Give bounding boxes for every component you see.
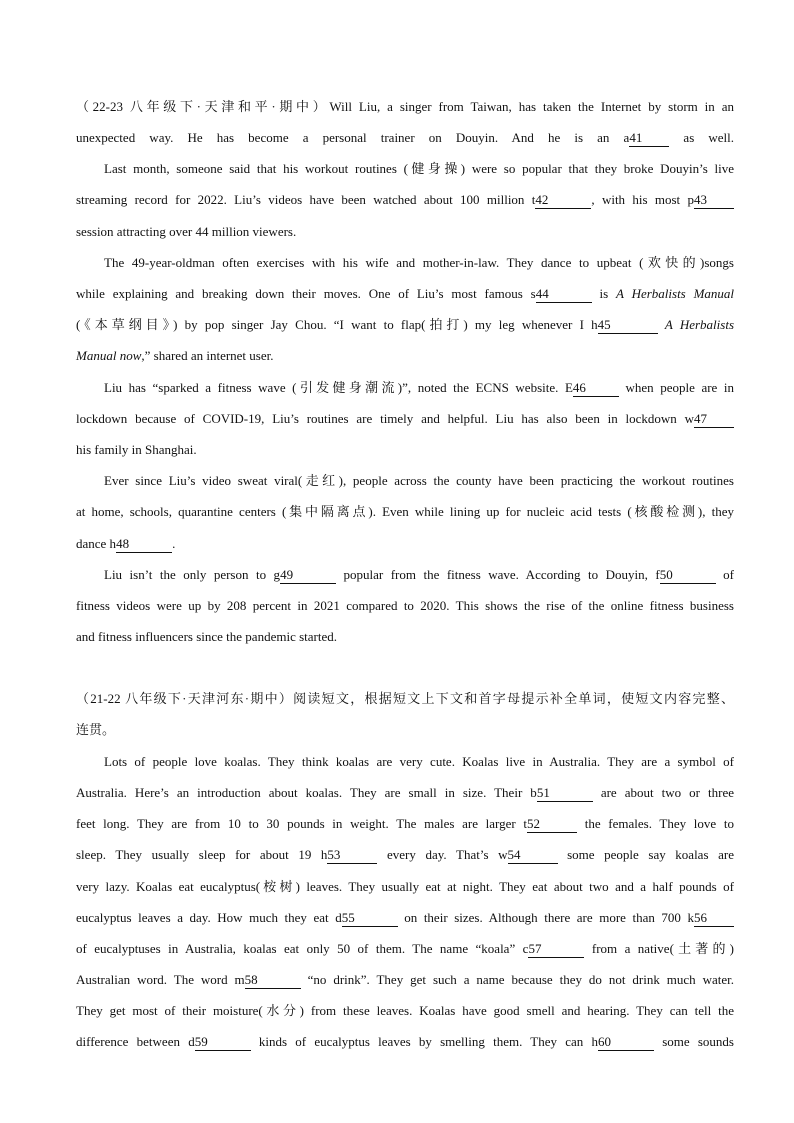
text-span: Ever since Liu’s video sweat viral(走红), people across the county have been practicing the workout routines — [104, 473, 734, 488]
text-line — [76, 969, 734, 991]
text-line — [76, 408, 734, 430]
answer-blank-56[interactable]: 56 — [694, 910, 734, 927]
text-line — [76, 127, 734, 149]
answer-blank-53[interactable]: 53 — [327, 847, 377, 864]
text-span: of eucalyptuses in Australia, koalas eat only 50 of them. The name “koala” c — [76, 941, 529, 956]
text-line — [76, 626, 734, 648]
answer-blank-44[interactable]: 44 — [536, 286, 592, 303]
text-span: . — [172, 536, 176, 551]
text-line — [76, 907, 734, 929]
text-span: streaming record for 2022. Liu’s videos have been watched about 100 million t — [76, 192, 536, 207]
text-span: Last month, someone said that his workout routines (健身操) were so popular that they broke Douyin’s live — [104, 161, 734, 176]
text-span: the females. They love to — [577, 816, 734, 831]
answer-blank-47[interactable]: 47 — [694, 411, 734, 428]
text-line — [76, 938, 734, 960]
italic-title: Manual now — [76, 348, 142, 363]
text-span: （22-23 八年级下·天津和平·期中）Will Liu, a singer from Taiwan, has taken the Internet by storm in an — [76, 99, 734, 114]
text-span: eucalyptus leaves a day. How much they eat d — [76, 910, 342, 925]
text-line — [104, 470, 734, 492]
text-line — [76, 876, 734, 898]
text-span: every day. That’s w — [377, 847, 508, 862]
text-span: “no drink”. They get such a name because they do not drink much water. — [300, 972, 734, 987]
text-span: The 49-year-oldman often exercises with his wife and mother-in-law. They dance to upbeat (欢快的)songs — [104, 255, 734, 270]
text-line — [76, 533, 734, 555]
text-line — [76, 719, 734, 741]
text-span: ,” shared an internet user. — [141, 348, 274, 363]
answer-blank-52[interactable]: 52 — [527, 816, 577, 833]
text-span: some sounds — [654, 1034, 734, 1049]
answer-blank-42[interactable]: 42 — [535, 192, 591, 209]
text-line — [76, 314, 734, 336]
text-span: as well. — [669, 130, 734, 145]
text-line — [76, 283, 734, 305]
text-span: 连贯。 — [76, 722, 116, 737]
answer-blank-45[interactable]: 45 — [598, 317, 658, 334]
text-line — [76, 96, 734, 118]
text-line — [76, 189, 734, 211]
text-span — [658, 317, 665, 332]
italic-title: A Herbalists Manual — [616, 286, 735, 301]
answer-blank-48[interactable]: 48 — [116, 536, 172, 553]
text-line — [104, 158, 734, 180]
text-span: when people are in — [618, 380, 734, 395]
text-span: very lazy. Koalas eat eucalyptus(桉树) leaves. They usually eat at night. They eat about two and a half pounds of — [76, 879, 734, 894]
text-line — [76, 345, 734, 367]
text-span: are about two or three — [592, 785, 735, 800]
text-span: at home, schools, quarantine centers (集中隔离点). Even while lining up for nucleic acid tests (核酸检测), they — [76, 504, 734, 519]
text-line — [76, 1031, 734, 1053]
text-span: from a native(土著的) — [584, 941, 734, 956]
text-line — [76, 844, 734, 866]
answer-blank-50[interactable]: 50 — [660, 567, 716, 584]
answer-blank-60[interactable]: 60 — [598, 1034, 654, 1051]
text-span: kinds of eucalyptus leaves by smelling them. They can h — [250, 1034, 598, 1049]
answer-blank-43[interactable]: 43 — [694, 192, 734, 209]
text-span: on their sizes. Although there are more than 700 k — [397, 910, 694, 925]
text-span: , with his most p — [591, 192, 694, 207]
text-line — [76, 439, 734, 461]
text-line — [104, 377, 734, 399]
text-span: Australia. Here’s an introduction about koalas. They are small in size. Their b — [76, 785, 537, 800]
text-span: popular from the fitness wave. According to Douyin, f — [336, 567, 660, 582]
text-line — [76, 782, 734, 804]
text-span: They get most of their moisture(水分) from these leaves. Koalas have good smell and hearing. They can tell the — [76, 1003, 734, 1018]
answer-blank-46[interactable]: 46 — [573, 380, 619, 397]
text-line — [76, 813, 734, 835]
text-span: and fitness influencers since the pandemic started. — [76, 629, 337, 644]
text-line — [76, 1000, 734, 1022]
answer-blank-58[interactable]: 58 — [245, 972, 301, 989]
text-line — [76, 595, 734, 617]
answer-blank-41[interactable]: 41 — [629, 130, 669, 147]
text-span: session attracting over 44 million viewers. — [76, 224, 297, 239]
text-span: his family in Shanghai. — [76, 442, 197, 457]
text-span: some people say koalas are — [557, 847, 734, 862]
text-span: lockdown because of COVID-19, Liu’s routines are timely and helpful. Liu has also been in lockdown w — [76, 411, 694, 426]
text-line — [104, 751, 734, 773]
text-line — [76, 501, 734, 523]
answer-blank-49[interactable]: 49 — [280, 567, 336, 584]
text-span: feet long. They are from 10 to 30 pounds in weight. The males are larger t — [76, 816, 528, 831]
text-span: fitness videos were up by 208 percent in 2021 compared to 2020. This shows the rise of the online fitness business — [76, 598, 734, 613]
text-span: Lots of people love koalas. They think koalas are very cute. Koalas live in Australia. They are a symbol of — [104, 754, 734, 769]
text-span: Liu has “sparked a fitness wave (引发健身潮流)”, noted the ECNS website. E — [104, 380, 573, 395]
text-line — [76, 688, 734, 710]
text-span: (《本草纲目》) by pop singer Jay Chou. “I want to flap(拍打) my leg whenever I h — [76, 317, 598, 332]
text-span: Liu isn’t the only person to g — [104, 567, 281, 582]
answer-blank-54[interactable]: 54 — [508, 847, 558, 864]
italic-title: A Herbalists — [664, 317, 735, 332]
text-line — [104, 564, 734, 586]
text-line — [104, 252, 734, 274]
answer-blank-57[interactable]: 57 — [528, 941, 584, 958]
text-span: unexpected way. He has become a personal trainer on Douyin. And he is an a — [76, 130, 630, 145]
answer-blank-59[interactable]: 59 — [195, 1034, 251, 1051]
text-span: dance h — [76, 536, 117, 551]
text-span: Australian word. The word m — [76, 972, 245, 987]
text-span: difference between d — [76, 1034, 195, 1049]
text-span: （21-22 八年级下·天津河东·期中）阅读短文，根据短文上下文和首字母提示补全单词，使短文内容完整、 — [76, 691, 734, 706]
answer-blank-51[interactable]: 51 — [537, 785, 593, 802]
text-span: sleep. They usually sleep for about 19 h — [76, 847, 328, 862]
text-span: while explaining and breaking down their moves. One of Liu’s most famous s — [76, 286, 536, 301]
text-span: is — [591, 286, 617, 301]
text-line — [76, 221, 734, 243]
answer-blank-55[interactable]: 55 — [342, 910, 398, 927]
text-span: of — [715, 567, 734, 582]
